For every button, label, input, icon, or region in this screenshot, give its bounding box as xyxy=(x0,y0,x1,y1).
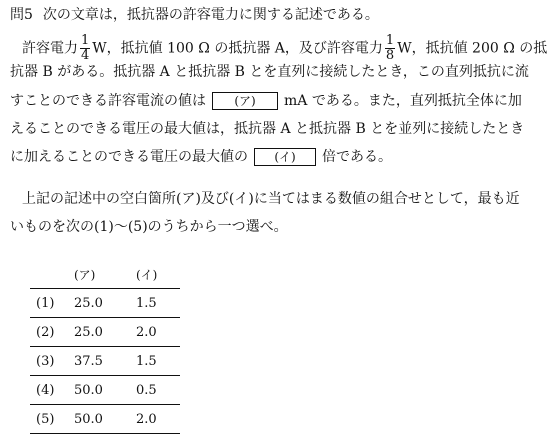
table-row xyxy=(30,376,180,405)
table-header-blank xyxy=(30,260,74,289)
option-value-i: 2.0 xyxy=(136,405,180,434)
text-resistor-b-start: W，抵抗値 200 Ω の抵 xyxy=(397,40,548,57)
option-value-a: 50.0 xyxy=(74,405,136,434)
option-label: (2) xyxy=(30,318,74,347)
blank-a-box: (ア) xyxy=(212,92,278,110)
text-current-value: すことのできる許容電流の値は xyxy=(10,93,206,109)
fraction-1-8 xyxy=(385,34,395,63)
fraction-1-4 xyxy=(80,34,90,63)
option-value-a: 50.0 xyxy=(74,376,136,405)
option-value-i: 1.5 xyxy=(136,347,180,376)
question-line-5: えることのできる電圧の最大値は，抵抗器 A と抵抗器 B とを並列に接続したとき xyxy=(10,121,525,137)
table-header-a: (ア) xyxy=(74,260,136,289)
text-voltage-max: に加えることのできる電圧の最大値の xyxy=(10,149,248,165)
question-line-1 xyxy=(10,6,379,24)
table-row xyxy=(30,405,180,434)
text-ma: mA である。また，直列抵抗全体に加 xyxy=(284,93,522,109)
table-row xyxy=(30,318,180,347)
text-permissible-power: 許容電力 xyxy=(22,40,78,57)
answer-table xyxy=(30,260,180,434)
instruction-line-1: 上記の記述中の空白箇所(ア)及び(イ)に当てはまる数値の組合せとして，最も近 xyxy=(22,191,520,207)
text-resistor-a: W，抵抗値 100 Ω の抵抗器 A，及び許容電力 xyxy=(92,40,383,57)
fraction-1-numerator: 1 xyxy=(81,33,90,48)
fraction-2-denominator: 8 xyxy=(385,48,395,63)
fraction-1-denominator: 4 xyxy=(81,48,90,63)
text-times: 倍である。 xyxy=(322,149,392,165)
question-line-4 xyxy=(10,92,522,110)
question-line-2 xyxy=(22,34,547,63)
table-row xyxy=(30,289,180,318)
option-label: (4) xyxy=(30,376,74,405)
question-intro: 次の文章は，抵抗器の許容電力に関する記述である。 xyxy=(42,7,379,23)
option-label: (1) xyxy=(30,289,74,318)
option-value-a: 25.0 xyxy=(74,318,136,347)
table-row xyxy=(30,347,180,376)
option-value-i: 1.5 xyxy=(136,289,180,318)
question-line-3: 抗器 B がある。抵抗器 A と抵抗器 B とを直列に接続したとき，この直列抵抗に流 xyxy=(10,64,529,80)
option-label: (3) xyxy=(30,347,74,376)
blank-i-box: (イ) xyxy=(254,148,316,166)
question-number: 問5 xyxy=(10,7,33,23)
question-line-6 xyxy=(10,148,392,166)
option-value-i: 0.5 xyxy=(136,376,180,405)
option-value-a: 25.0 xyxy=(74,289,136,318)
table-header-i: (イ) xyxy=(136,260,180,289)
option-value-i: 2.0 xyxy=(136,318,180,347)
instruction-line-2: いものを次の(1)～(5)のうちから一つ選べ。 xyxy=(10,219,288,235)
option-label: (5) xyxy=(30,405,74,434)
fraction-2-numerator: 1 xyxy=(385,33,395,48)
option-value-a: 37.5 xyxy=(74,347,136,376)
table-header-row xyxy=(30,260,180,289)
